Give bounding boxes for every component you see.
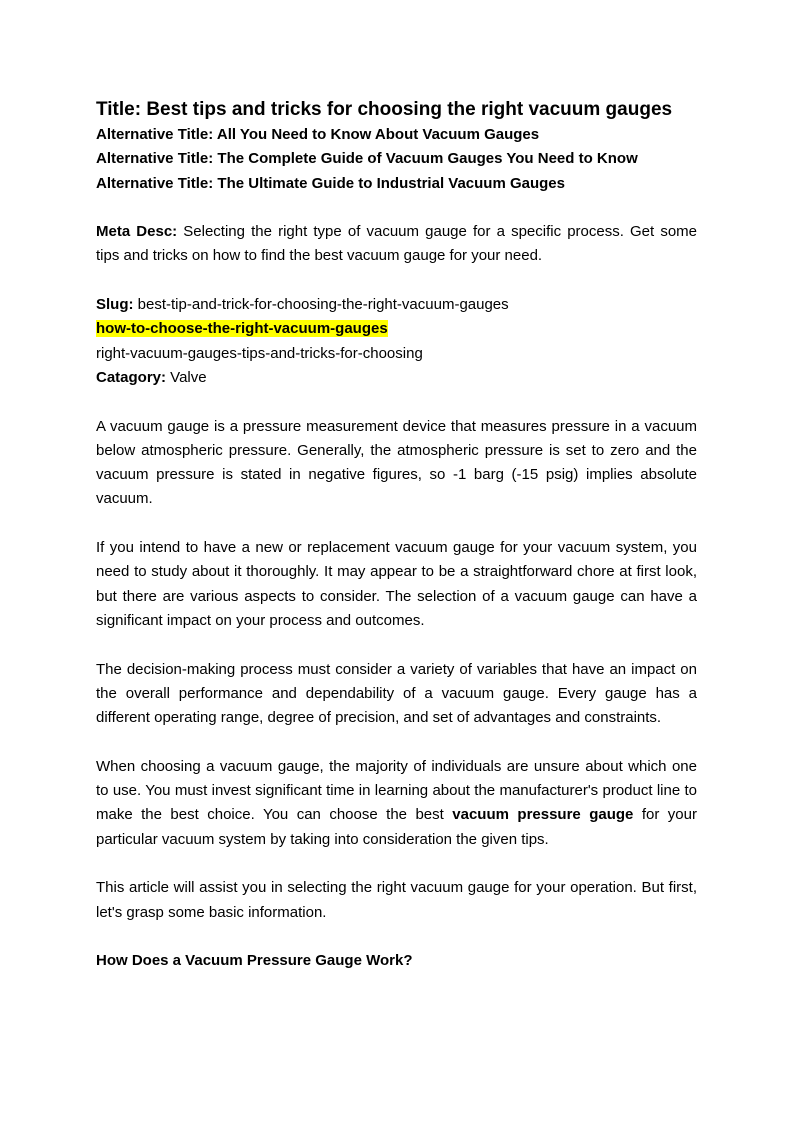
alt-title-2: Alternative Title: The Complete Guide of Vacuum Gauges You Need to Know — [96, 150, 638, 168]
section-heading: How Does a Vacuum Pressure Gauge Work? — [96, 952, 413, 970]
category-line — [96, 366, 697, 390]
spacer — [96, 925, 697, 949]
slug-line-3: right-vacuum-gauges-tips-and-tricks-for-choosing — [96, 344, 423, 362]
vacuum-pressure-gauge-keyword: vacuum pressure gauge — [452, 806, 634, 824]
paragraph-5: This article will assist you in selecting the right vacuum gauge for your operation. But first, let's grasp some basic information. — [96, 879, 697, 921]
slug-2-highlighted: how-to-choose-the-right-vacuum-gauges — [96, 320, 388, 338]
spacer — [96, 730, 697, 754]
category-label: Catagory: — [96, 368, 167, 386]
meta-description — [96, 220, 697, 269]
slug-line-2 — [96, 317, 697, 341]
slug-label: Slug: — [96, 296, 134, 314]
paragraph-2: If you intend to have a new or replacement vacuum gauge for your vacuum system, you need to study about it thoroughly. It may appear to be a straightforward chore at first look, but there are various aspects to consider. The selection of a vacuum gauge can have a significant impact on your process and outcomes. — [96, 539, 697, 629]
slug-1: best-tip-and-trick-for-choosing-the-right-vacuum-gauges — [133, 296, 509, 314]
alt-title-1: Alternative Title: All You Need to Know About Vacuum Gauges — [96, 126, 540, 143]
paragraph-3: The decision-making process must consider a variety of variables that have an impact on the overall performance and dependability of a vacuum gauge. Every gauge has a different operating range, degree of precision, and set of advantages and constraints. — [96, 660, 697, 727]
category-value: Valve — [166, 368, 207, 386]
doc-title: Title: Best tips and tricks for choosing the right vacuum gauges — [96, 99, 673, 120]
spacer — [96, 633, 697, 657]
document-page — [96, 97, 697, 973]
meta-text: Selecting the right type of vacuum gauge for a specific process. Get some tips and tricks on how to find the best vacuum gauge for your need. — [96, 223, 697, 265]
alt-title-3: Alternative Title: The Ultimate Guide to Industrial Vacuum Gauges — [96, 174, 565, 192]
spacer — [96, 269, 697, 293]
spacer — [96, 390, 697, 414]
spacer — [96, 512, 697, 536]
slug-line-1 — [96, 293, 697, 317]
paragraph-4 — [96, 755, 697, 852]
paragraph-1: A vacuum gauge is a pressure measurement device that measures pressure in a vacuum below atmospheric pressure. Generally, the atmospheric pressure is set to zero and the vacuum pressure is stated in negative figures, so -1 barg (-15 psig) implies absolute vacuum. — [96, 417, 697, 508]
spacer — [96, 196, 697, 220]
spacer — [96, 852, 697, 876]
paragraph-4-text-a: When choosing a vacuum gauge, the majority of individuals are unsure about which one to use. You must invest significant time in learning about the manufacturer's product line to make the best choice. You can choose the best — [96, 757, 697, 824]
meta-label: Meta Desc: — [96, 223, 178, 241]
paragraph-4-text-b: for your particular vacuum system by taking into consideration the given tips. — [96, 806, 697, 848]
